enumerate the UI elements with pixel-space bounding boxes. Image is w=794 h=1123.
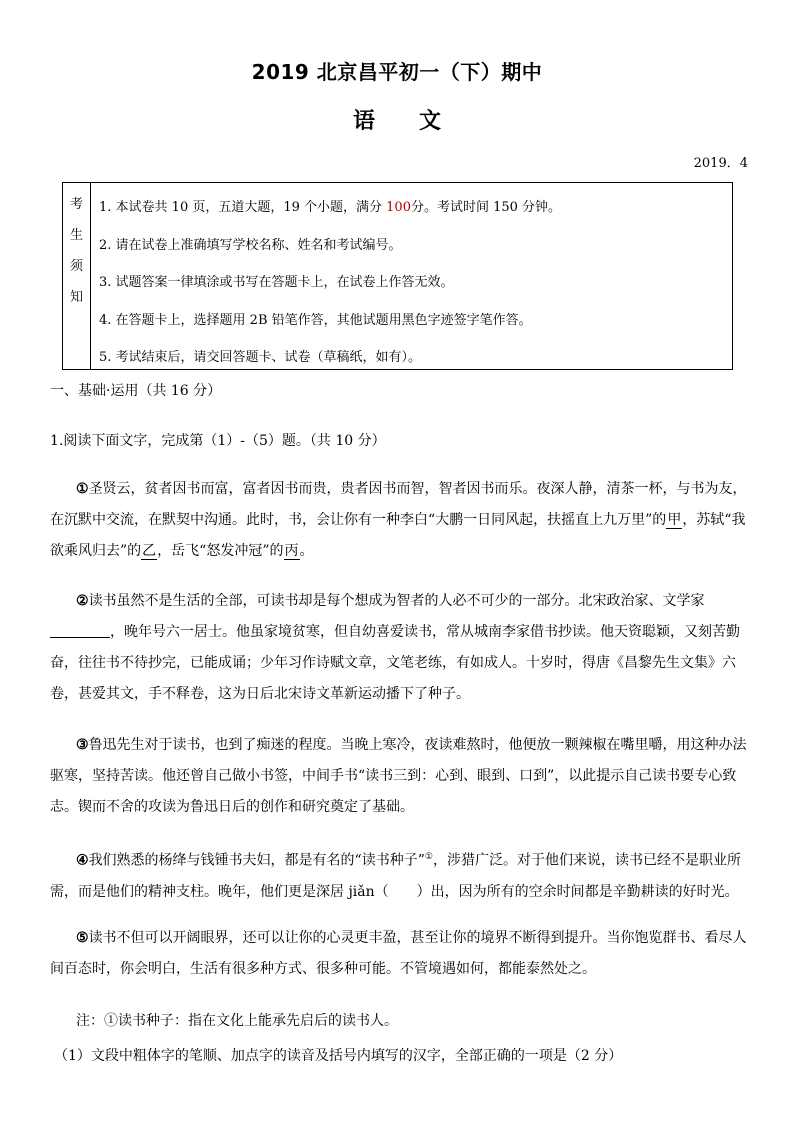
notice-text: 2. 请在试卷上准确填写学校名称、姓名和考试编号。 [99, 237, 402, 253]
candidate-notice-box [62, 182, 733, 370]
paragraph-5 [50, 923, 750, 985]
underlined-blank: 丙 [284, 543, 299, 559]
full-score: 100 [386, 200, 411, 215]
notice-item [99, 302, 726, 340]
paragraph-text: 读书虽然不是生活的全部，可读书却是每个想成为智者的人必不可少的一部分。北宋政治家、文学家 [88, 593, 705, 609]
notice-label-char: 知 [69, 290, 83, 305]
notice-label-char: 须 [69, 259, 83, 274]
notice-text: 5. 考试结束后，请交回答题卡、试卷（草稿纸，如有）。 [99, 350, 422, 365]
paragraph-number: ③ [76, 737, 89, 753]
paragraph-text: ，晚年号六一居士。他虽家境贫寒，但自幼喜爱读书，常从城南李家借书抄读。他天资聪颖，又刻苦勤奋，往往书不待抄完，已能成诵；少年习作诗赋文章，文笔老练，有如成人。十岁时，得唐《昌黎先生文集》六卷，甚爱其文，手不释卷，这为日后北宋诗文革新运动播下了种子。 [50, 624, 740, 702]
notice-item [99, 189, 726, 227]
underlined-blank: 乙 [142, 543, 157, 559]
notice-text: 1. 本试卷共 10 页，五道大题，19 个小题，满分 [99, 200, 387, 215]
notice-label-char: 考 [69, 197, 83, 212]
paragraph-2 [50, 586, 750, 710]
notice-text: 分。考试时间 150 分钟。 [410, 200, 562, 215]
notice-item [99, 264, 726, 302]
paragraph-number: ② [76, 593, 89, 609]
paragraph-text: ，涉猎广泛。对于他们来说，读书已经不是职业所需，而是他们的精神支柱。晚年，他们更是深居 jiǎn（ ）出，因为所有的空余时间都是辛勤耕读的好时光。 [50, 852, 741, 900]
exam-date: 2019．4 [693, 156, 748, 171]
notice-label-char: 生 [69, 228, 83, 243]
exam-title: 2019 北京昌平初一（下）期中 [251, 60, 543, 84]
notice-item [99, 227, 726, 265]
notice-item [99, 339, 726, 377]
notice-text: 3. 试题答案一律填涂或书写在答题卡上，在试卷上作答无效。 [99, 275, 454, 290]
paragraph-1 [50, 474, 750, 567]
paragraph-4 [50, 842, 750, 908]
question-1-1: （1）文段中粗体字的笔顺、加点字的读音及括号内填写的汉字，全部正确的一项是（2 分） [54, 1048, 623, 1064]
paragraph-text: ，苏轼“我欲乘风归去”的 [50, 512, 746, 559]
notice-items [99, 189, 726, 377]
fill-blank [50, 623, 110, 638]
underlined-blank: 甲 [667, 512, 682, 528]
paragraph-text: 圣贤云，贫者因书而富，富者因书而贵，贵者因书而智，智者因书而乐。夜深人静，清茶一杯，与书为友，在沉默中交流，在默契中沟通。此时，书，会让你有一种李白“大鹏一日同风起，扶摇直上九万里”的 [50, 481, 747, 528]
paragraph-text: 鲁迅先生对于读书，也到了痴迷的程度。当晚上寒冷，夜读难熬时，他便放一颗辣椒在嘴里嚼，用这种办法驱寒，坚持苦读。他还曾自己做小书签，中间手书“读书三到：心到、眼到、口到”，以此提示自己读书要专心致志。锲而不舍的攻读为鲁迅日后的创作和研究奠定了基础。 [50, 737, 747, 815]
subject-title: 语 文 [352, 109, 441, 134]
paragraph-number: ⑤ [76, 930, 89, 946]
paragraph-3 [50, 730, 750, 823]
notice-text: 4. 在答题卡上，选择题用 2B 铅笔作答，其他试题用黑色字迹签字笔作答。 [99, 312, 532, 328]
paragraph-number: ① [76, 481, 89, 497]
footnote: 注：①读书种子：指在文化上能承先启后的读书人。 [76, 1013, 398, 1029]
paragraph-text: 。 [299, 543, 314, 559]
question-1-intro: 1.阅读下面文字，完成第（1）-（5）题。（共 10 分） [50, 433, 386, 449]
footnote-marker: ① [424, 852, 433, 862]
paragraph-text: 读书不但可以开阔眼界，还可以让你的心灵更丰盈，甚至让你的境界不断得到提升。当你饱览群书、看尽人间百态时，你会明白，生活有很多种方式、很多种可能。不管境遇如何，都能泰然处之。 [50, 930, 747, 977]
paragraph-text: ，岳飞“怒发冲冠”的 [157, 543, 284, 559]
section-heading: 一、基础·运用（共 16 分） [50, 383, 222, 399]
paragraph-text: 我们熟悉的杨绛与钱锺书夫妇，都是有名的“读书种子” [88, 852, 425, 869]
notice-label [63, 183, 91, 369]
paragraph-number: ④ [76, 852, 89, 869]
